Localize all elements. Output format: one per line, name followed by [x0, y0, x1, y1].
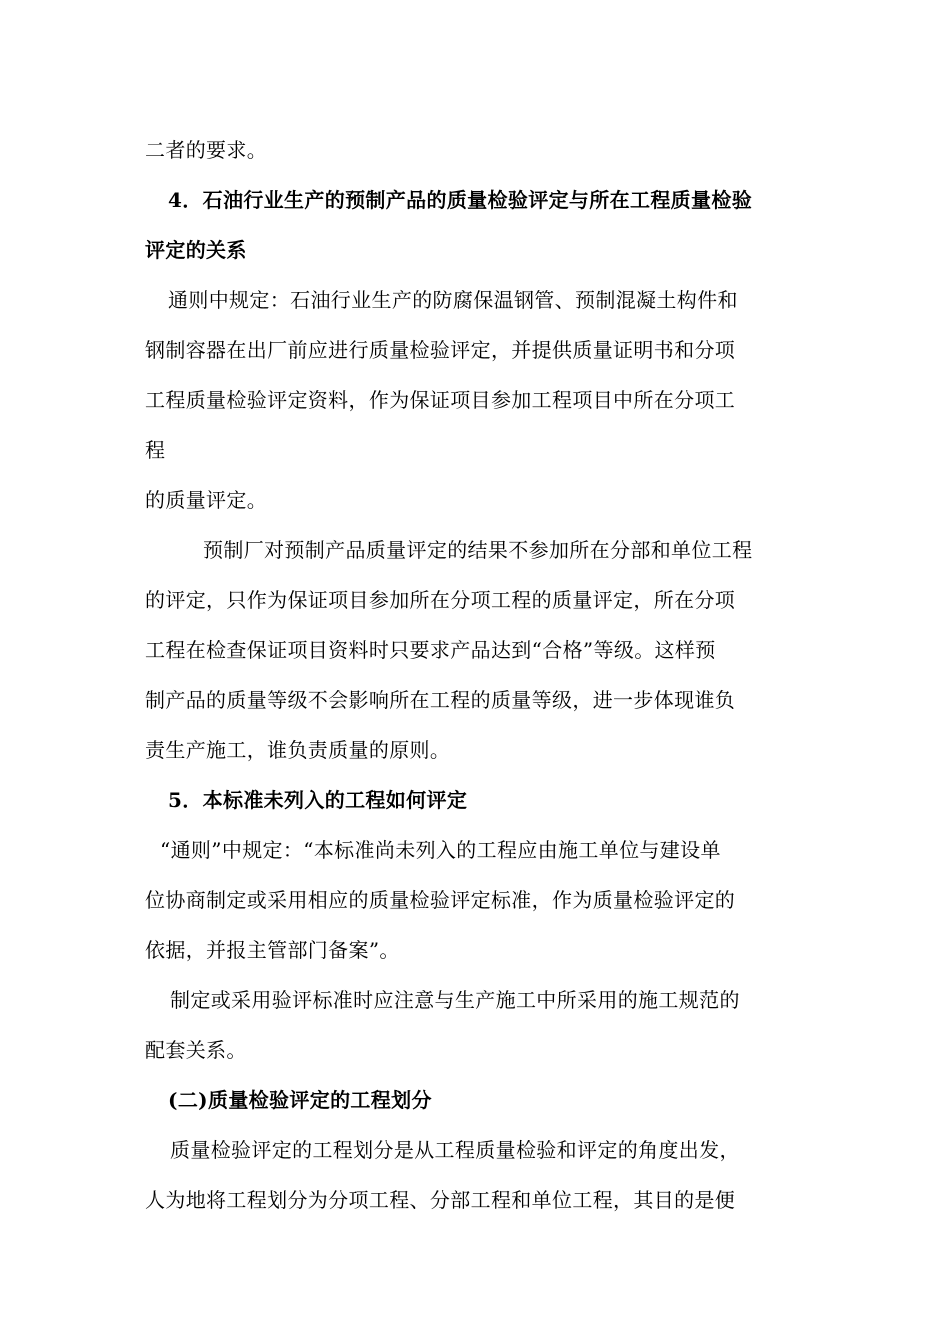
- paragraph-line: 配套关系。: [145, 1038, 247, 1062]
- paragraph-line: 通则中规定：石油行业生产的防腐保温钢管、预制混凝土构件和: [168, 288, 738, 312]
- paragraph-line: 工程质量检验评定资料，作为保证项目参加工程项目中所在分项工: [145, 388, 736, 412]
- paragraph-line: 责生产施工，谁负责质量的原则。: [145, 738, 451, 762]
- paragraph-line: 钢制容器在出厂前应进行质量检验评定，并提供质量证明书和分项: [145, 338, 736, 362]
- paragraph-line: 人为地将工程划分为分项工程、分部工程和单位工程，其目的是便: [145, 1188, 736, 1212]
- paragraph-line: “通则”中规定：“本标准尚未列入的工程应由施工单位与建设单: [160, 838, 721, 862]
- paragraph-line: 预制厂对预制产品质量评定的结果不参加所在分部和单位工程: [203, 538, 753, 562]
- paragraph-line: 程: [145, 438, 166, 462]
- paragraph-line: 的质量评定。: [145, 488, 268, 512]
- section-heading-4: 4．石油行业生产的预制产品的质量检验评定与所在工程质量检验: [168, 188, 753, 212]
- paragraph-line: 依据，并报主管部门备案”。: [145, 938, 400, 962]
- paragraph-line: 制定或采用验评标准时应注意与生产施工中所采用的施工规范的: [170, 988, 740, 1012]
- section-heading-5: 5．本标准未列入的工程如何评定: [168, 788, 468, 812]
- paragraph-line: 位协商制定或采用相应的质量检验评定标准，作为质量检验评定的: [145, 888, 736, 912]
- paragraph-line: 质量检验评定的工程划分是从工程质量检验和评定的角度出发，: [170, 1138, 740, 1162]
- paragraph-line: 的评定，只作为保证项目参加所在分项工程的质量评定，所在分项: [145, 588, 736, 612]
- paragraph-line: 制产品的质量等级不会影响所在工程的质量等级，进一步体现谁负: [145, 688, 736, 712]
- section-heading-4-continued: 评定的关系: [145, 238, 247, 262]
- section-heading-2: (二)质量检验评定的工程划分: [168, 1088, 432, 1112]
- paragraph-line: 二者的要求。: [145, 138, 268, 162]
- paragraph-line: 工程在检查保证项目资料时只要求产品达到“合格”等级。这样预: [145, 638, 716, 662]
